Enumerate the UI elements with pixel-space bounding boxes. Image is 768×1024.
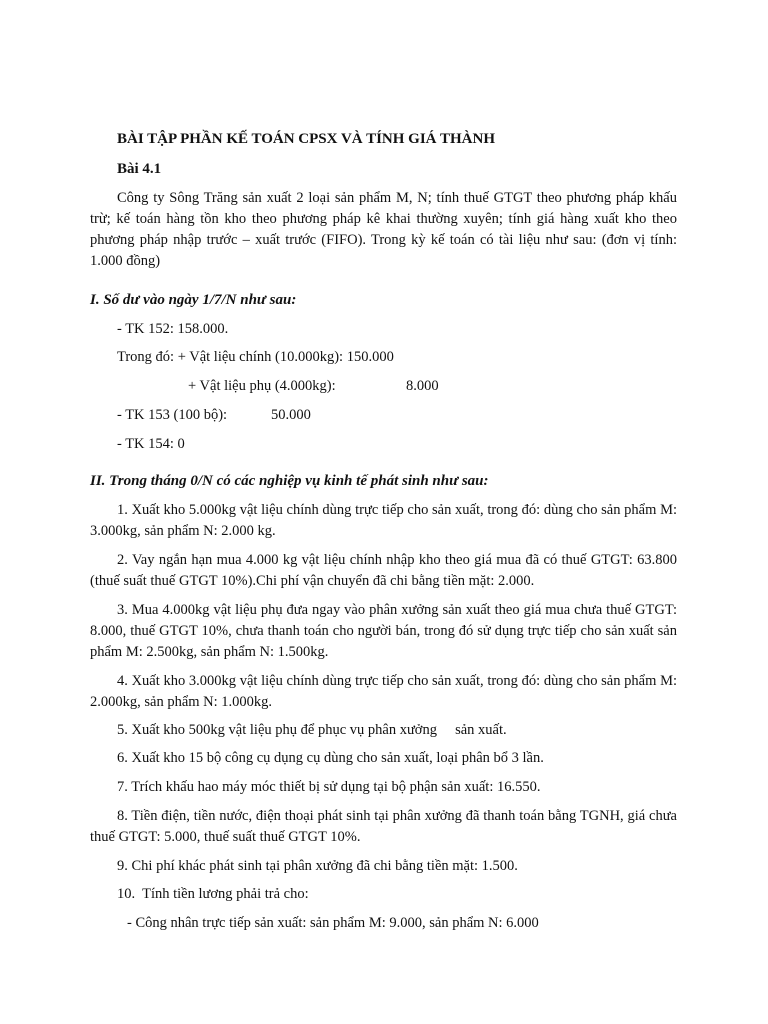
- list-item: 6. Xuất kho 15 bộ công cụ dụng cụ dùng cho sản xuất, loại phân bổ 3 lần.: [117, 750, 544, 766]
- list-item: 4. Xuất kho 3.000kg vật liệu chính dùng trực tiếp cho sản xuất, trong đó: dùng cho sản phẩm M: 2.000kg, sản phẩm N: 1.000kg.: [90, 673, 677, 710]
- detail-sub-value: 8.000: [406, 378, 439, 394]
- tk153-value: 50.000: [271, 407, 311, 423]
- list-item: 7. Trích khấu hao máy móc thiết bị sử dụng tại bộ phận sản xuất: 16.550.: [117, 779, 541, 795]
- tk152-line: - TK 152: 158.000.: [117, 321, 229, 337]
- detail-main-line: Trong đó: + Vật liệu chính (10.000kg): 150.000: [117, 349, 394, 365]
- tk153-label: - TK 153 (100 bộ):: [117, 407, 228, 423]
- list-item: 3. Mua 4.000kg vật liệu phụ đưa ngay vào phân xưởng sản xuất theo giá mua chưa thuế GTGT: 8.000, thuế GTGT 10%, chưa thanh toán cho người bán, trong đó sử dụng trực tiếp cho sản xuất sản phẩm M: 2.500kg, sản phẩm N: 1.500kg.: [90, 602, 677, 660]
- list-item: 10. Tính tiền lương phải trả cho:: [117, 886, 309, 902]
- list-item: 5. Xuất kho 500kg vật liệu phụ để phục vụ phân xưởng sản xuất.: [117, 722, 507, 738]
- section-2-heading: II. Trong tháng 0/N có các nghiệp vụ kinh tế phát sinh như sau:: [90, 473, 489, 489]
- sub-list-item: - Công nhân trực tiếp sản xuất: sản phẩm M: 9.000, sản phẩm N: 6.000: [127, 915, 539, 931]
- tk154-line: - TK 154: 0: [117, 436, 185, 452]
- section-1-heading: I. Số dư vào ngày 1/7/N như sau:: [90, 292, 297, 308]
- detail-sub-label: + Vật liệu phụ (4.000kg):: [188, 378, 336, 394]
- list-item: 1. Xuất kho 5.000kg vật liệu chính dùng trực tiếp cho sản xuất, trong đó: dùng cho sản phẩm M: 3.000kg, sản phẩm N: 2.000 kg.: [90, 502, 677, 539]
- list-item: 8. Tiền điện, tiền nước, điện thoại phát sinh tại phân xưởng đã thanh toán bằng TGNH, giá chưa thuế GTGT: 5.000, thuế suất thuế GTGT 10%.: [90, 808, 677, 845]
- document-title: BÀI TẬP PHẦN KẾ TOÁN CPSX VÀ TÍNH GIÁ THÀNH: [117, 131, 495, 147]
- list-item: 2. Vay ngắn hạn mua 4.000 kg vật liệu chính nhập kho theo giá mua đã có thuế GTGT: 63.800 (thuế suất thuế GTGT 10%).Chi phí vận chuyển đã chi bằng tiền mặt: 2.000.: [90, 552, 677, 589]
- list-item: 9. Chi phí khác phát sinh tại phân xưởng đã chi bằng tiền mặt: 1.500.: [117, 858, 518, 874]
- exercise-label: Bài 4.1: [117, 161, 162, 177]
- intro-paragraph: Công ty Sông Trăng sản xuất 2 loại sản phẩm M, N; tính thuế GTGT theo phương pháp khấu trừ; kế toán hàng tồn kho theo phương pháp kê khai thường xuyên; tính giá hàng xuất kho theo phương pháp nhập trước – xuất trước (FIFO). Trong kỳ kế toán có tài liệu như sau: (đơn vị tính: 1.000 đồng): [90, 190, 677, 269]
